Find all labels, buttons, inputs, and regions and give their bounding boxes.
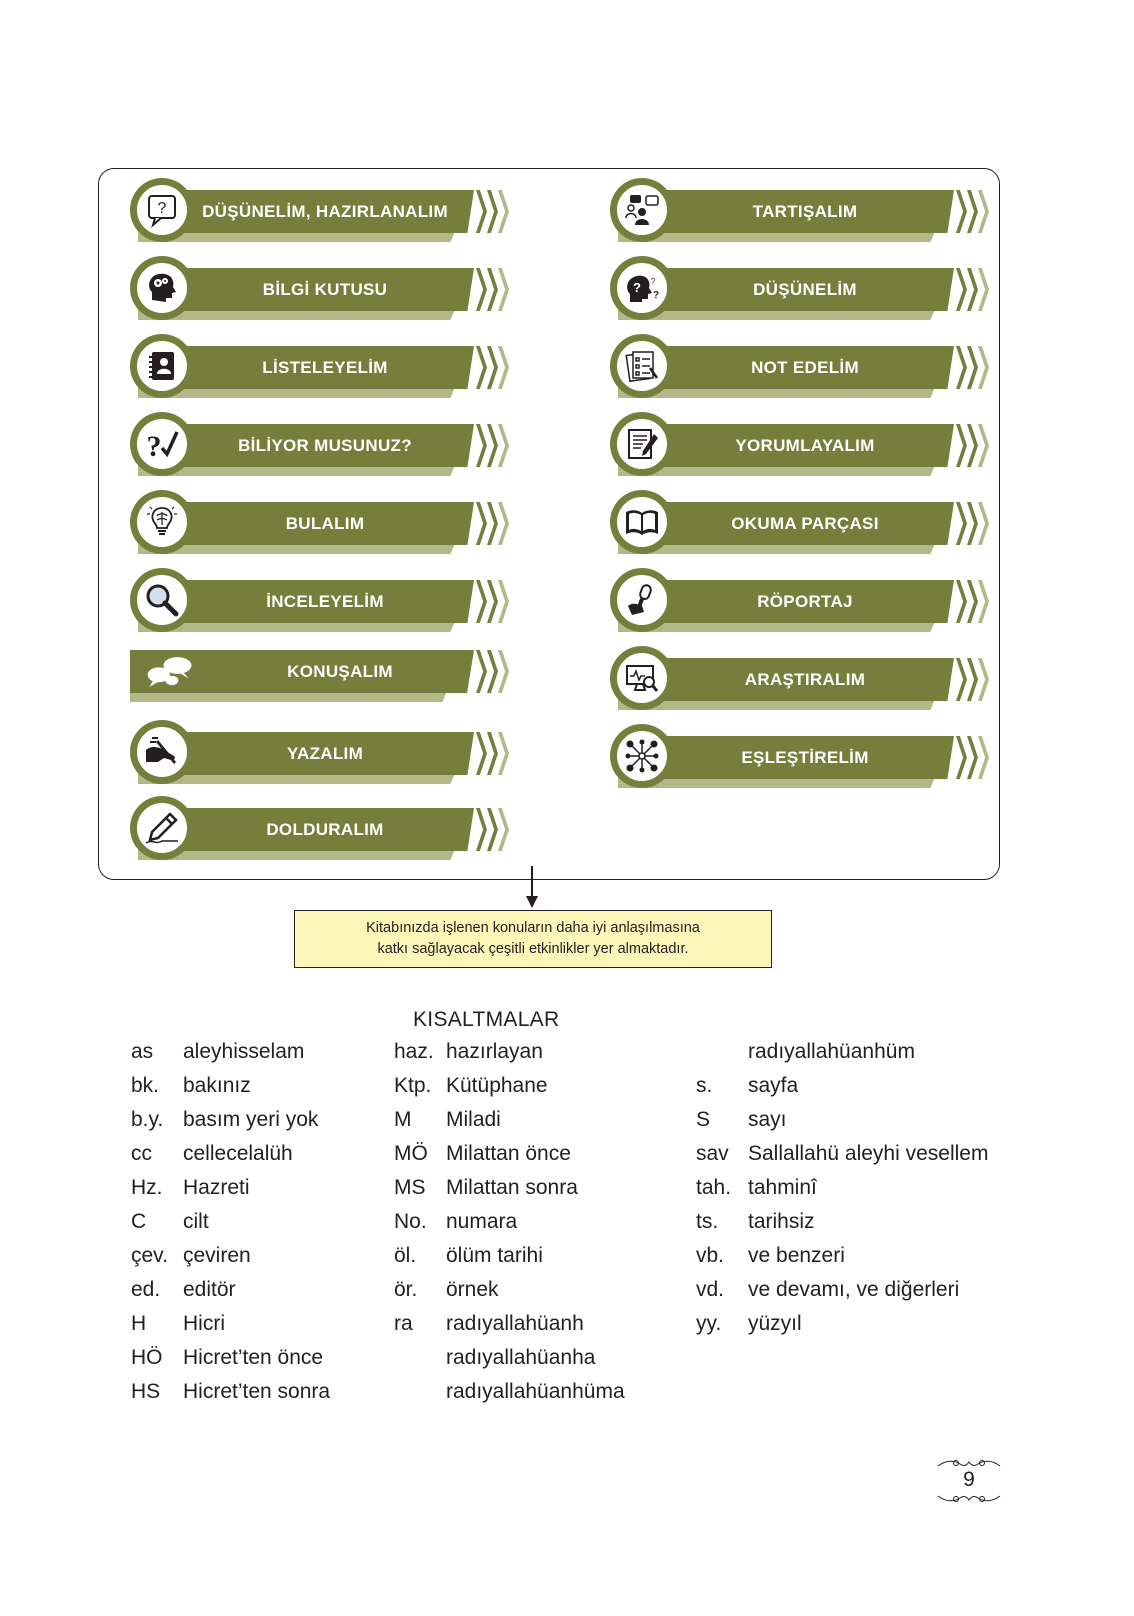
banner-label: KONUŞALIM bbox=[287, 662, 393, 681]
banner-label: DÜŞÜNELİM, HAZIRLANALIM bbox=[202, 202, 448, 221]
banner-dusunelim-hazirlanalim bbox=[130, 178, 500, 246]
banner-label: NOT EDELİM bbox=[751, 358, 859, 377]
banner-eslestirelim bbox=[610, 724, 980, 792]
abbreviation-value: aleyhisselam bbox=[183, 1040, 305, 1063]
page-number-text: 9 bbox=[963, 1468, 975, 1491]
banner-label: DÜŞÜNELİM bbox=[753, 280, 857, 299]
banner-tartisalim bbox=[610, 178, 980, 246]
banner-label: LİSTELEYELİM bbox=[262, 358, 388, 377]
abbreviation-value: bakınız bbox=[183, 1074, 251, 1097]
speech-bubbles-icon bbox=[142, 653, 198, 691]
abbreviation-value: Kütüphane bbox=[446, 1074, 548, 1097]
abbreviation-key: haz. bbox=[394, 1040, 434, 1063]
banner-label: BULALIM bbox=[285, 514, 365, 533]
abbreviation-value: radıyallahüanhüm bbox=[748, 1040, 915, 1063]
abbreviation-key: H bbox=[131, 1312, 147, 1335]
banner-yazalim bbox=[130, 720, 500, 788]
magnifier-icon bbox=[144, 582, 180, 618]
banner-listeleyelim bbox=[130, 334, 500, 402]
banner-konusalim bbox=[130, 638, 500, 706]
abbreviation-value: ve benzeri bbox=[748, 1244, 845, 1267]
abbreviation-key: ed. bbox=[131, 1278, 161, 1301]
abbreviation-key: ör. bbox=[394, 1278, 418, 1301]
svg-text:?: ? bbox=[633, 280, 641, 295]
abbreviation-value: Hazreti bbox=[183, 1176, 250, 1199]
abbreviation-key: öl. bbox=[394, 1244, 417, 1267]
abbreviation-row bbox=[696, 1244, 1016, 1274]
abbreviation-key: yy. bbox=[696, 1312, 722, 1335]
note-line-1: Kitabınızda işlenen konuların daha iyi anlaşılmasına bbox=[366, 920, 700, 936]
banner-label: EŞLEŞTİRELİM bbox=[741, 748, 869, 767]
svg-text:?: ? bbox=[146, 430, 162, 462]
abbreviation-key: HS bbox=[131, 1380, 161, 1403]
banner-label: BİLİYOR MUSUNUZ? bbox=[238, 436, 412, 455]
abbreviation-value: basım yeri yok bbox=[183, 1108, 319, 1131]
abbreviation-key: ra bbox=[394, 1312, 413, 1335]
head-gears-icon bbox=[144, 270, 180, 306]
question-check-icon bbox=[144, 426, 180, 462]
network-nodes-icon bbox=[624, 738, 660, 774]
abbreviation-row bbox=[394, 1074, 714, 1104]
abbreviation-value: radıyallahüanhüma bbox=[446, 1380, 625, 1403]
abbreviation-value: Hicri bbox=[183, 1312, 225, 1335]
abbreviation-value: yüzyıl bbox=[748, 1312, 802, 1335]
banner-label: İNCELEYELİM bbox=[266, 592, 384, 611]
page-number bbox=[936, 1458, 1002, 1504]
abbreviation-value: tarihsiz bbox=[748, 1210, 815, 1233]
banner-not-edelim bbox=[610, 334, 980, 402]
abbreviation-value: ve devamı, ve diğerleri bbox=[748, 1278, 960, 1301]
abbreviation-value: hazırlayan bbox=[446, 1040, 543, 1063]
abbreviation-key: vb. bbox=[696, 1244, 725, 1267]
abbreviation-value: sayfa bbox=[748, 1074, 799, 1097]
question-bubble-icon bbox=[144, 192, 180, 228]
abbreviation-row bbox=[394, 1040, 714, 1070]
abbreviation-row bbox=[696, 1040, 1016, 1070]
abbreviation-key: as bbox=[131, 1040, 154, 1063]
abbreviation-row bbox=[696, 1312, 1016, 1342]
banner-label: TARTIŞALIM bbox=[752, 202, 858, 221]
abbreviation-row bbox=[696, 1142, 1016, 1172]
banner-label: OKUMA PARÇASI bbox=[731, 514, 879, 533]
abbreviation-value: numara bbox=[446, 1210, 518, 1233]
abbreviation-value: örnek bbox=[446, 1278, 499, 1301]
abbreviation-key: ts. bbox=[696, 1210, 719, 1233]
banner-label: DOLDURALIM bbox=[266, 820, 384, 839]
abbreviation-value: Sallallahü aleyhi vesellem bbox=[748, 1142, 989, 1165]
note-line-2: katkı sağlayacak çeşitli etkinlikler yer almaktadır. bbox=[377, 941, 689, 957]
abbreviation-value: ölüm tarihi bbox=[446, 1244, 543, 1267]
abbreviation-key: HÖ bbox=[131, 1346, 163, 1369]
abbreviation-key: b.y. bbox=[131, 1108, 164, 1131]
abbreviation-value: Milattan önce bbox=[446, 1142, 571, 1165]
abbreviation-value: çeviren bbox=[183, 1244, 251, 1267]
abbreviation-key: S bbox=[696, 1108, 711, 1131]
banner-dusunelim bbox=[610, 256, 980, 324]
abbreviation-row bbox=[696, 1074, 1016, 1104]
abbreviation-key: tah. bbox=[696, 1176, 732, 1199]
svg-text:?: ? bbox=[652, 290, 660, 301]
abbreviation-key: Ktp. bbox=[394, 1074, 432, 1097]
banner-bilgi-kutusu bbox=[130, 256, 500, 324]
ornament-bottom-icon bbox=[936, 1492, 1002, 1504]
notes-checklist-icon bbox=[624, 348, 660, 384]
banner-label: YORUMLAYALIM bbox=[735, 436, 875, 455]
abbreviation-key: No. bbox=[394, 1210, 427, 1233]
abbreviation-row bbox=[696, 1176, 1016, 1206]
abbreviation-value: Hicret’ten sonra bbox=[183, 1380, 331, 1403]
abbreviation-key: s. bbox=[696, 1074, 713, 1097]
abbreviation-value: Hicret’ten önce bbox=[183, 1346, 324, 1369]
abbreviation-key: cc bbox=[131, 1142, 152, 1165]
banner-biliyor-musunuz bbox=[130, 412, 500, 480]
abbreviation-value: cellecelalüh bbox=[183, 1142, 293, 1165]
arrow-down-icon bbox=[526, 896, 538, 908]
abbreviations-title: KISALTMALAR bbox=[413, 1008, 560, 1031]
banner-roportaj bbox=[610, 568, 980, 636]
banner-arastiralim bbox=[610, 646, 980, 714]
writing-hand-icon bbox=[144, 734, 180, 770]
abbreviation-key: vd. bbox=[696, 1278, 725, 1301]
abbreviation-value: cilt bbox=[183, 1210, 209, 1233]
pen-icon bbox=[144, 810, 180, 846]
banner-dolduralim bbox=[130, 796, 500, 864]
svg-text:?: ? bbox=[650, 277, 656, 286]
abbreviation-row bbox=[394, 1108, 714, 1138]
abbreviation-key: bk. bbox=[131, 1074, 160, 1097]
abbreviation-value: Milattan sonra bbox=[446, 1176, 578, 1199]
abbreviation-row bbox=[394, 1210, 714, 1240]
abbreviation-key: M bbox=[394, 1108, 412, 1131]
thinking-head-icon bbox=[624, 270, 660, 306]
abbreviation-value: editör bbox=[183, 1278, 236, 1301]
abbreviation-row bbox=[696, 1210, 1016, 1240]
document-pen-icon bbox=[624, 426, 660, 462]
banner-okuma-parcasi bbox=[610, 490, 980, 558]
banner-label: ARAŞTIRALIM bbox=[744, 670, 866, 689]
banner-yorumlayalim bbox=[610, 412, 980, 480]
svg-text:?: ? bbox=[157, 200, 167, 217]
abbreviation-row bbox=[696, 1278, 1016, 1308]
abbreviation-row bbox=[394, 1278, 714, 1308]
abbreviation-key: Hz. bbox=[131, 1176, 163, 1199]
abbreviation-row bbox=[394, 1380, 714, 1410]
abbreviation-value: sayı bbox=[748, 1108, 787, 1131]
abbreviation-key: MS bbox=[394, 1176, 426, 1199]
abbreviation-row bbox=[696, 1108, 1016, 1138]
abbreviation-value: radıyallahüanha bbox=[446, 1346, 596, 1369]
banner-label: YAZALIM bbox=[286, 744, 364, 763]
lightbulb-brain-icon bbox=[144, 504, 180, 540]
banner-inceleyelim bbox=[130, 568, 500, 636]
abbreviation-key: MÖ bbox=[394, 1142, 428, 1165]
abbreviation-row bbox=[394, 1244, 714, 1274]
monitor-search-icon bbox=[624, 660, 660, 696]
banner-label: BİLGİ KUTUSU bbox=[262, 280, 388, 299]
abbreviation-row bbox=[394, 1142, 714, 1172]
pointer-arrow-line bbox=[531, 866, 533, 900]
abbreviation-key: sav bbox=[696, 1142, 729, 1165]
microphone-icon bbox=[624, 582, 660, 618]
abbreviation-key: çev. bbox=[131, 1244, 168, 1267]
abbreviation-row bbox=[394, 1176, 714, 1206]
abbreviation-value: radıyallahüanh bbox=[446, 1312, 584, 1335]
abbreviation-value: tahminî bbox=[748, 1176, 817, 1199]
banner-bulalim bbox=[130, 490, 500, 558]
abbreviation-row bbox=[394, 1312, 714, 1342]
abbreviation-row bbox=[394, 1346, 714, 1376]
open-book-icon bbox=[624, 504, 660, 540]
banner-label: RÖPORTAJ bbox=[757, 592, 853, 611]
abbreviation-value: Miladi bbox=[446, 1108, 501, 1131]
legend-note bbox=[294, 910, 772, 968]
address-book-icon bbox=[144, 348, 180, 384]
abbreviation-key: C bbox=[131, 1210, 147, 1233]
discussion-people-icon bbox=[624, 192, 660, 228]
